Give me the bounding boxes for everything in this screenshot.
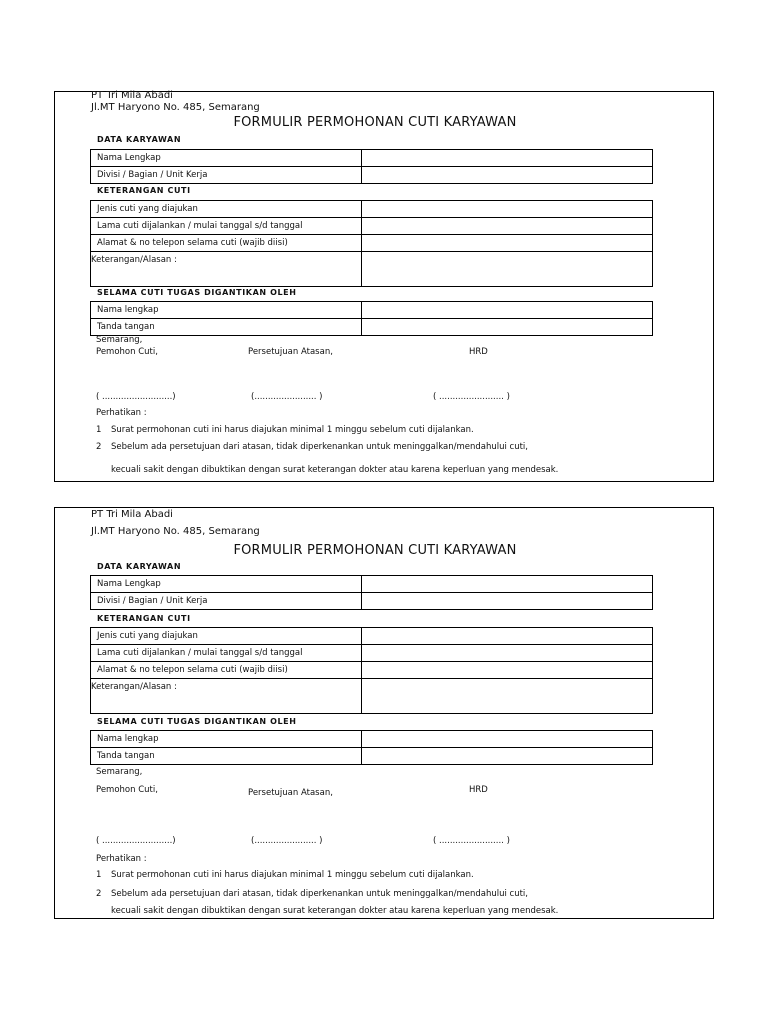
replacement-name-field[interactable] [362, 302, 653, 319]
division-field[interactable] [362, 167, 653, 184]
row-label: Nama Lengkap [91, 576, 362, 593]
table-row [91, 593, 653, 610]
note-text: Surat permohonan cuti ini harus diajukan minimal 1 minggu sebelum cuti dijalankan. [111, 870, 474, 880]
hrd-label: HRD [469, 785, 488, 795]
section-employee-data: DATA KARYAWAN [97, 135, 182, 144]
leave-duration-field[interactable] [362, 218, 653, 235]
address-phone-field[interactable] [362, 662, 653, 679]
replacement-signature-field[interactable] [362, 748, 653, 765]
hrd-signature-line: ( ........................ ) [433, 392, 510, 402]
hrd-label: HRD [469, 347, 488, 357]
form-title: FORMULIR PERMOHONAN CUTI KARYAWAN [233, 115, 517, 130]
table-row [91, 201, 653, 218]
leave-duration-field[interactable] [362, 645, 653, 662]
company-name: PT Tri Mila Abadi [91, 90, 173, 101]
note-continuation: kecuali sakit dengan dibuktikan dengan surat keterangan dokter atau karena keperluan yang mendesak. [111, 465, 559, 475]
replacement-table [90, 730, 653, 765]
table-row [91, 150, 653, 167]
hrd-signature-line: ( ........................ ) [433, 836, 510, 846]
company-address: Jl.MT Haryono No. 485, Semarang [91, 526, 260, 537]
table-row [91, 167, 653, 184]
address-phone-field[interactable] [362, 235, 653, 252]
row-label: Keterangan/Alasan : [91, 252, 362, 287]
form-title: FORMULIR PERMOHONAN CUTI KARYAWAN [233, 543, 517, 558]
section-replacement: SELAMA CUTI TUGAS DIGANTIKAN OLEH [97, 288, 297, 297]
applicant-signature-line: ( ..........................) [96, 392, 176, 402]
table-row [91, 576, 653, 593]
row-label: Keterangan/Alasan : [91, 679, 362, 714]
applicant-label: Pemohon Cuti, [96, 785, 158, 795]
leave-type-field[interactable] [362, 628, 653, 645]
superior-signature-line: (....................... ) [251, 836, 323, 846]
replacement-name-field[interactable] [362, 731, 653, 748]
table-row [91, 218, 653, 235]
reason-field[interactable] [362, 252, 653, 287]
table-row [91, 319, 653, 336]
replacement-signature-field[interactable] [362, 319, 653, 336]
company-address: Jl.MT Haryono No. 485, Semarang [91, 102, 260, 113]
table-row [91, 302, 653, 319]
table-row [91, 235, 653, 252]
section-leave-info: KETERANGAN CUTI [97, 186, 191, 195]
superior-signature-line: (....................... ) [251, 392, 323, 402]
table-row [91, 679, 653, 714]
leave-form-1 [54, 91, 714, 482]
note-number: 1 [96, 870, 102, 880]
table-row [91, 662, 653, 679]
section-replacement: SELAMA CUTI TUGAS DIGANTIKAN OLEH [97, 717, 297, 726]
row-label: Tanda tangan [91, 748, 362, 765]
notes-label: Perhatikan : [96, 408, 147, 418]
table-row [91, 252, 653, 287]
full-name-field[interactable] [362, 576, 653, 593]
leave-type-field[interactable] [362, 201, 653, 218]
replacement-table [90, 301, 653, 336]
row-label: Tanda tangan [91, 319, 362, 336]
row-label: Alamat & no telepon selama cuti (wajib diisi) [91, 662, 362, 679]
section-employee-data: DATA KARYAWAN [97, 562, 182, 571]
leave-info-table [90, 627, 653, 714]
employee-data-table [90, 149, 653, 184]
note-number: 2 [96, 889, 102, 899]
employee-data-table [90, 575, 653, 610]
company-name: PT Tri Mila Abadi [91, 509, 173, 520]
table-row [91, 748, 653, 765]
city-label: Semarang, [96, 767, 143, 777]
row-label: Nama lengkap [91, 302, 362, 319]
table-row [91, 731, 653, 748]
row-label: Alamat & no telepon selama cuti (wajib diisi) [91, 235, 362, 252]
leave-form-2 [54, 507, 714, 919]
note-number: 1 [96, 425, 102, 435]
note-continuation: kecuali sakit dengan dibuktikan dengan surat keterangan dokter atau karena keperluan yang mendesak. [111, 906, 559, 916]
note-text: Surat permohonan cuti ini harus diajukan minimal 1 minggu sebelum cuti dijalankan. [111, 425, 474, 435]
row-label: Jenis cuti yang diajukan [91, 201, 362, 218]
row-label: Divisi / Bagian / Unit Kerja [91, 167, 362, 184]
section-leave-info: KETERANGAN CUTI [97, 614, 191, 623]
row-label: Nama Lengkap [91, 150, 362, 167]
reason-field[interactable] [362, 679, 653, 714]
row-label: Lama cuti dijalankan / mulai tanggal s/d tanggal [91, 218, 362, 235]
superior-label: Persetujuan Atasan, [248, 788, 333, 798]
notes-label: Perhatikan : [96, 854, 147, 864]
full-name-field[interactable] [362, 150, 653, 167]
division-field[interactable] [362, 593, 653, 610]
applicant-label: Pemohon Cuti, [96, 347, 158, 357]
note-text: Sebelum ada persetujuan dari atasan, tidak diperkenankan untuk meninggalkan/mendahului cuti, [111, 442, 528, 452]
table-row [91, 645, 653, 662]
row-label: Lama cuti dijalankan / mulai tanggal s/d tanggal [91, 645, 362, 662]
applicant-signature-line: ( ..........................) [96, 836, 176, 846]
city-label: Semarang, [96, 335, 143, 345]
note-number: 2 [96, 442, 102, 452]
row-label: Nama lengkap [91, 731, 362, 748]
note-text: Sebelum ada persetujuan dari atasan, tidak diperkenankan untuk meninggalkan/mendahului cuti, [111, 889, 528, 899]
row-label: Jenis cuti yang diajukan [91, 628, 362, 645]
row-label: Divisi / Bagian / Unit Kerja [91, 593, 362, 610]
table-row [91, 628, 653, 645]
leave-info-table [90, 200, 653, 287]
superior-label: Persetujuan Atasan, [248, 347, 333, 357]
